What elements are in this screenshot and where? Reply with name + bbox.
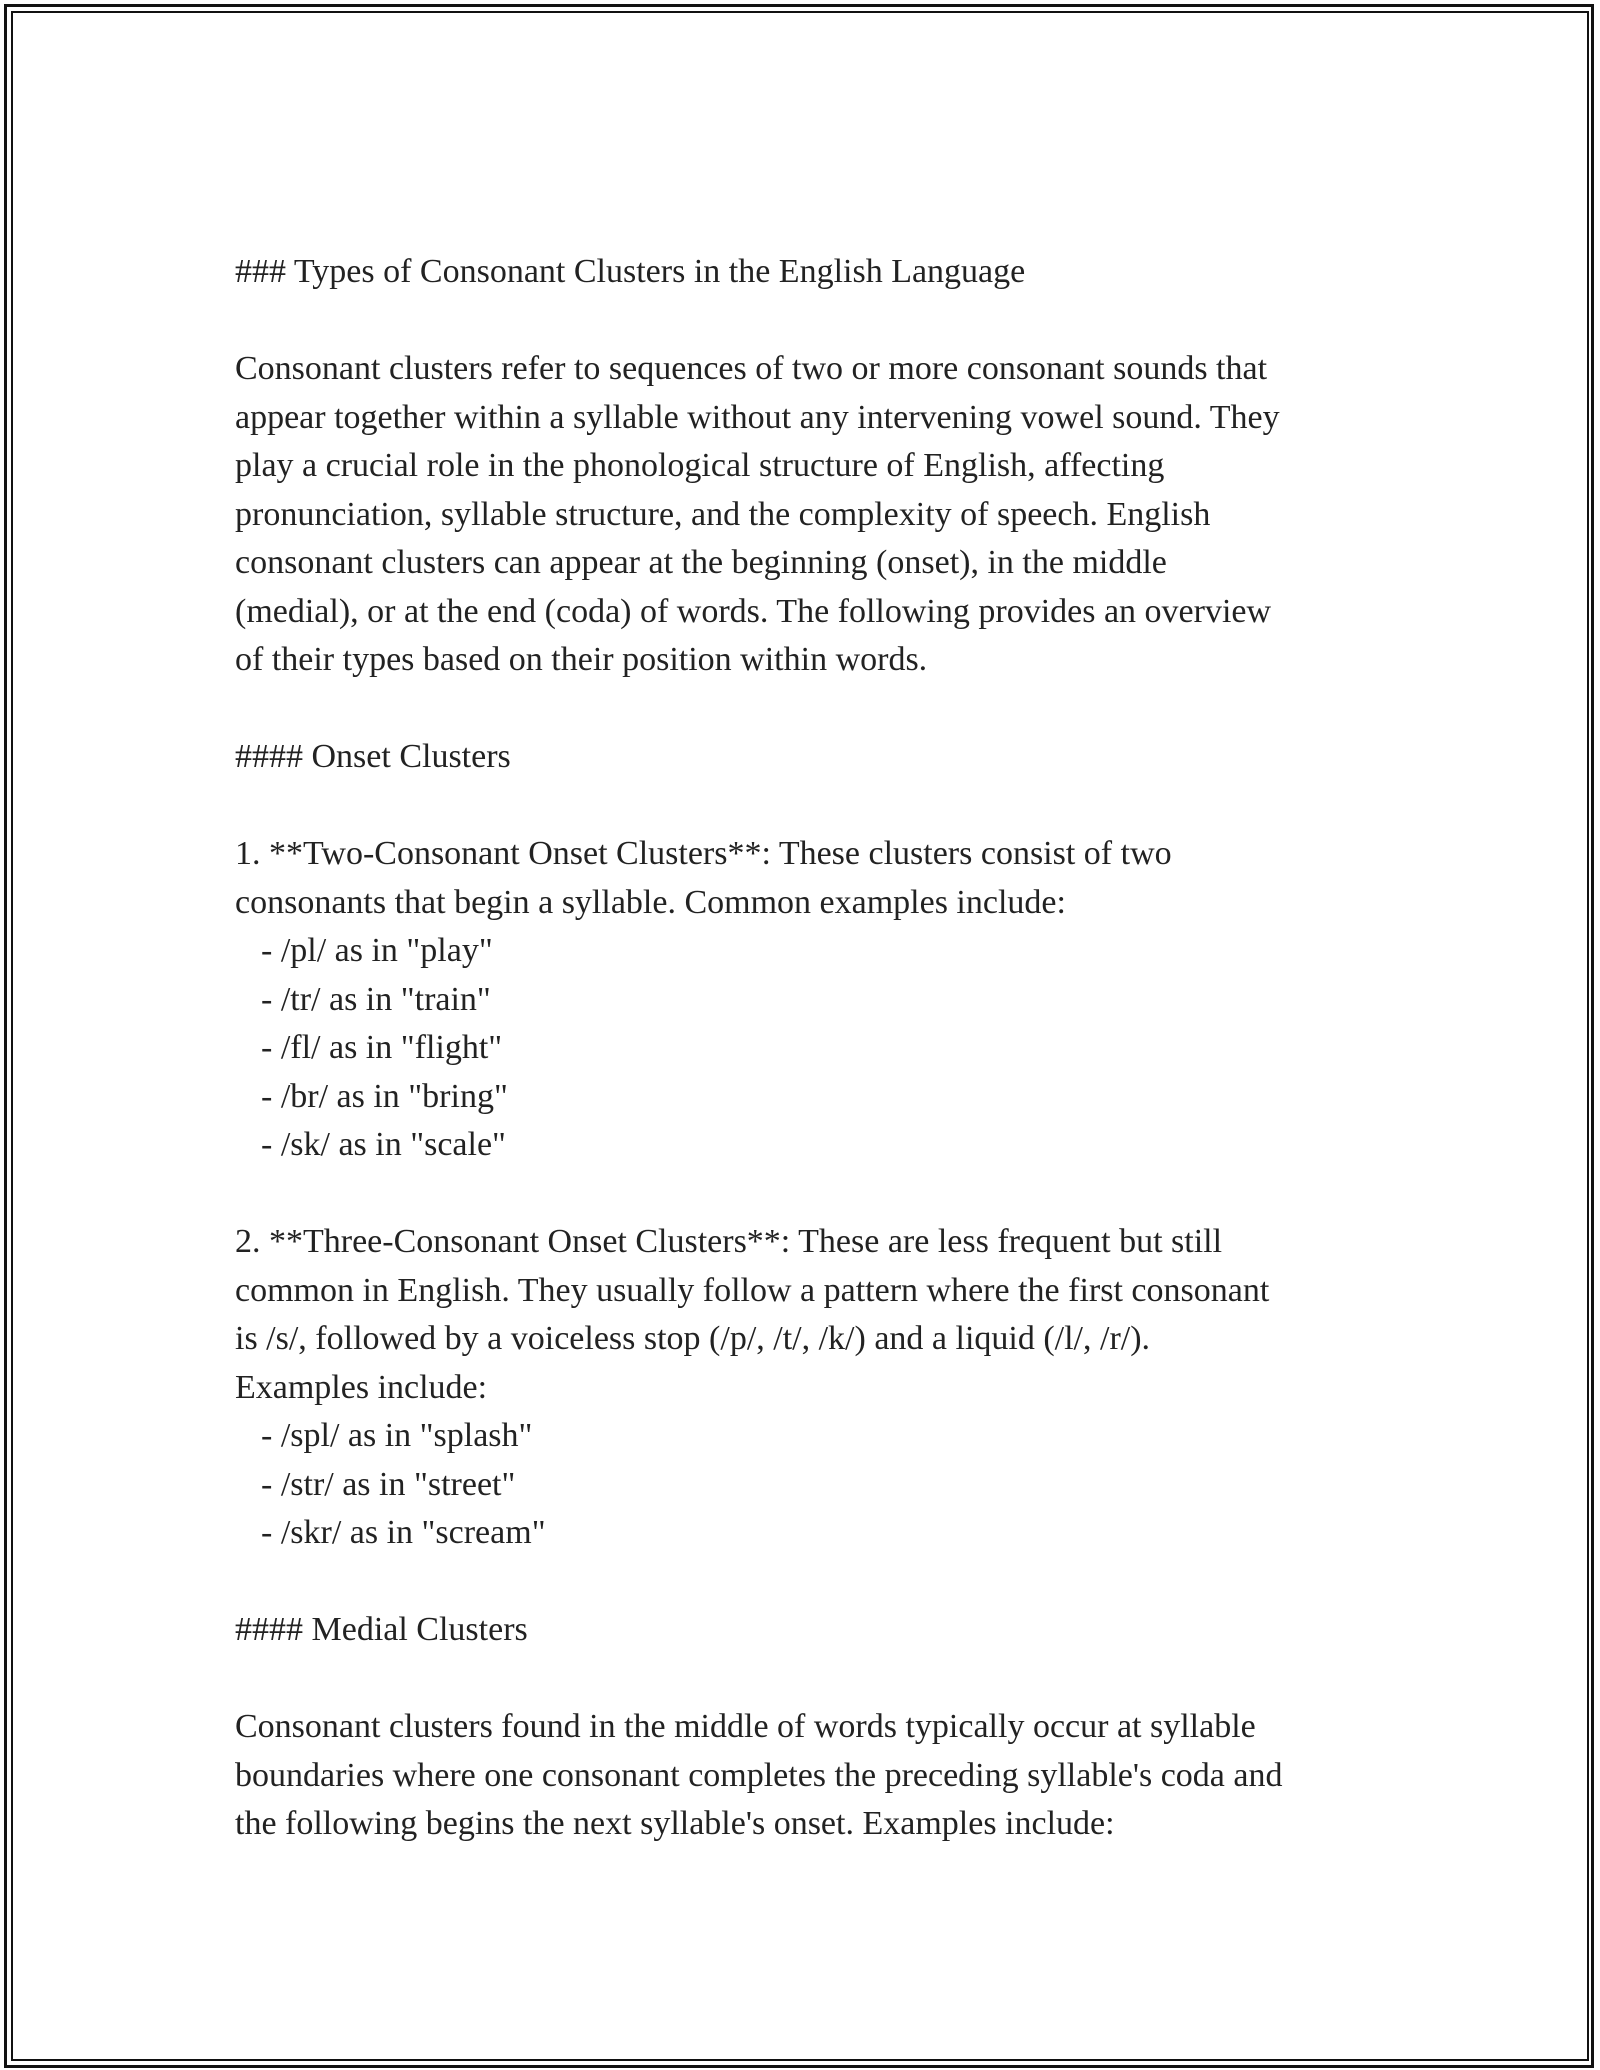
- spacer: [235, 782, 1385, 831]
- medial-line: boundaries where one consonant completes the preceding syllable's coda and: [235, 1756, 1283, 1794]
- intro-line: (medial), or at the end (coda) of words. The following provides an overview: [235, 592, 1272, 630]
- intro-line: consonant clusters can appear at the beginning (onset), in the middle: [235, 544, 1167, 581]
- example-item: - /fl/ as in "flight": [261, 1029, 503, 1066]
- intro-line: pronunciation, syllable structure, and the complexity of speech. English: [235, 495, 1211, 533]
- spacer: [235, 1655, 1385, 1704]
- intro-line: of their types based on their position within words.: [235, 641, 928, 678]
- three-consonant-line: is /s/, followed by a voiceless stop (/p/, /t/, /k/) and a liquid (/l/, /r/).: [235, 1320, 1151, 1357]
- spacer: [235, 685, 1385, 734]
- three-consonant-line: common in English. They usually follow a pattern where the first consonant: [235, 1271, 1270, 1309]
- example-item: - /str/ as in "street": [261, 1465, 516, 1503]
- example-item: - /skr/ as in "scream": [261, 1514, 546, 1551]
- two-consonant-line: consonants that begin a syllable. Common examples include:: [235, 883, 1066, 921]
- example-item: - /sk/ as in "scale": [261, 1126, 506, 1163]
- document-title: ### Types of Consonant Clusters in the English Language: [235, 253, 1026, 290]
- example-item: - /spl/ as in "splash": [261, 1417, 533, 1454]
- example-item: - /pl/ as in "play": [261, 932, 493, 969]
- onset-clusters-heading: #### Onset Clusters: [235, 738, 511, 775]
- intro-line: appear together within a syllable without any intervening vowel sound. They: [235, 398, 1280, 436]
- medial-clusters-heading: #### Medial Clusters: [235, 1611, 528, 1648]
- example-item: - /tr/ as in "train": [261, 980, 491, 1018]
- spacer: [235, 297, 1385, 346]
- intro-line: Consonant clusters refer to sequences of two or more consonant sounds that: [235, 350, 1268, 387]
- document-body: [235, 248, 1385, 1849]
- two-consonant-section: [235, 830, 1385, 1170]
- three-consonant-line: 2. **Three-Consonant Onset Clusters**: These are less frequent but still: [235, 1223, 1223, 1260]
- three-consonant-line: Examples include:: [235, 1368, 488, 1406]
- medial-paragraph: [235, 1703, 1385, 1849]
- medial-line: the following begins the next syllable's onset. Examples include:: [235, 1805, 1115, 1842]
- medial-line: Consonant clusters found in the middle of words typically occur at syllable: [235, 1708, 1256, 1745]
- example-item: - /br/ as in "bring": [261, 1077, 508, 1115]
- three-consonant-section: [235, 1218, 1385, 1558]
- intro-paragraph: [235, 345, 1385, 685]
- intro-line: play a crucial role in the phonological structure of English, affecting: [235, 447, 1165, 484]
- spacer: [235, 1558, 1385, 1607]
- spacer: [235, 1170, 1385, 1219]
- two-consonant-line: 1. **Two-Consonant Onset Clusters**: These clusters consist of two: [235, 835, 1172, 872]
